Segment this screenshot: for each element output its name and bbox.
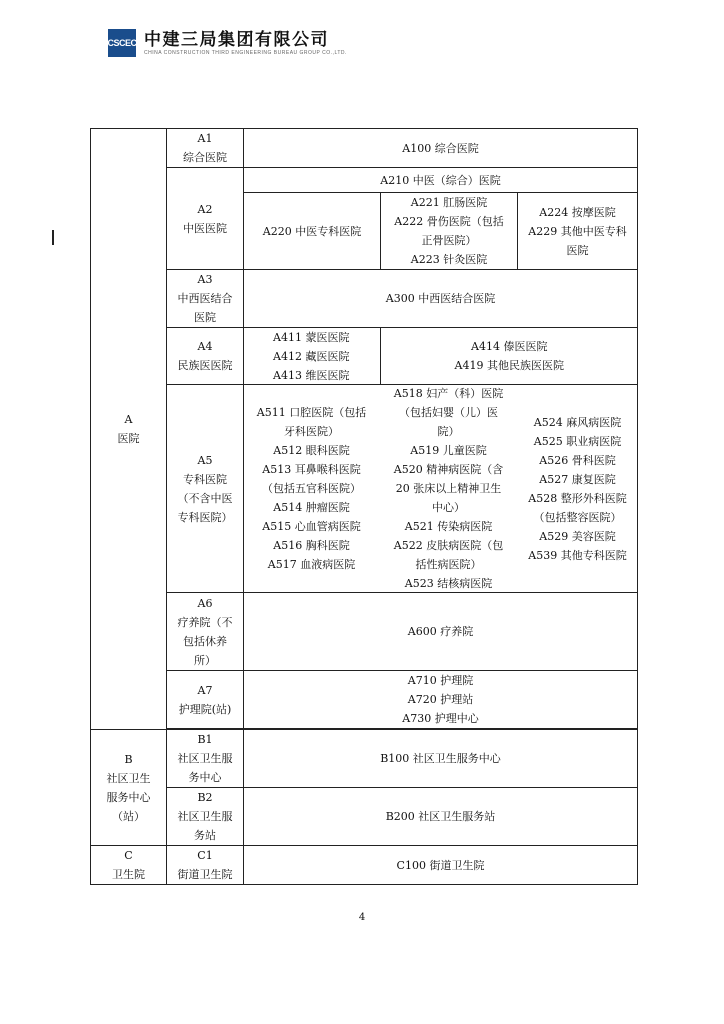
a220-cell: A220 中医专科医院 [244, 193, 381, 270]
a224-a229-cell: A224 按摩医院 A229 其他中医专科 医院 [518, 193, 638, 270]
a2-content-cell [244, 168, 638, 270]
c1-content-cell: C100 街道卫生院 [244, 846, 638, 885]
company-name-cn: 中建三局集团有限公司 [144, 29, 329, 50]
table-row [91, 270, 638, 328]
category-a-cell: A 医院 [91, 129, 167, 730]
a2-nested-table [243, 167, 638, 270]
subcategory-a5-cell: A5 专科医院 （不含中医 专科医院） [167, 385, 244, 593]
subcategory-a7-cell: A7 护理院(站) [167, 671, 244, 729]
a7-content-cell: A710 护理院 A720 护理站 A730 护理中心 [244, 671, 638, 729]
table-row [91, 328, 638, 385]
table-row [91, 671, 638, 729]
a4-nested-table [243, 327, 638, 385]
page-number: 4 [358, 912, 366, 923]
a5-content-cell [244, 385, 638, 593]
a414-a419-cell: A414 傣医医院 A419 其他民族医医院 [454, 340, 564, 372]
a4-content-cell [244, 328, 638, 385]
table-row [91, 385, 638, 593]
a5-nested-table [243, 384, 638, 593]
company-logo: CSCEC [108, 29, 136, 57]
letterhead [108, 26, 347, 60]
a511-a517-cell: A511 口腔医院（包括 牙科医院） A512 眼科医院 A513 耳鼻喉科医院 （包括五官科医院） A514 肿瘤医院 A515 心血管病医院 A516 胸科医院 A517 血液病医院 [256, 406, 367, 571]
subcategory-a4-cell: A4 民族医医院 [167, 328, 244, 385]
a3-content-cell: A300 中西医结合医院 [244, 270, 638, 328]
category-b-cell: B 社区卫生 服务中心 （站） [91, 730, 167, 846]
table-row [91, 788, 638, 846]
a411-a413-cell: A411 蒙医医院 A412 藏医医院 A413 维医医院 [243, 327, 380, 385]
subcategory-a6-cell: A6 疗养院（不 包括休养 所） [167, 593, 244, 671]
b1-content-cell: B100 社区卫生服务中心 [244, 730, 638, 788]
subcategory-b2-cell: B2 社区卫生服 务站 [167, 788, 244, 846]
subcategory-a3-cell: A3 中西医结合 医院 [167, 270, 244, 328]
a221-a223-cell: A221 肛肠医院 A222 骨伤医院（包括 正骨医院） A223 针灸医院 [381, 193, 518, 270]
company-name-block [144, 30, 347, 57]
table-row [91, 129, 638, 168]
a524-a539-cell: A524 麻风病医院 A525 职业病医院 A526 骨科医院 A527 康复医院 A528 整形外科医院 （包括整容医院） A529 美容医院 A539 其他专科医院 [528, 415, 627, 562]
a518-a523-cell: A518 妇产（科）医院 （包括妇婴（儿）医 院） A519 儿童医院 A520 精神病医院（含 20 张床以上精神卫生 中心） A521 传染病医院 A522 皮肤病医院（包 括性病医院） A523 结核病医院 [393, 387, 504, 590]
table-row [91, 168, 638, 270]
category-c-cell: C 卫生院 [91, 846, 167, 885]
a210-cell: A210 中医（综合）医院 [244, 168, 638, 193]
a6-content-cell: A600 疗养院 [244, 593, 638, 671]
company-name-en: CHINA CONSTRUCTION THIRD ENGINEERING BUREAU GROUP CO.,LTD. [144, 49, 347, 56]
b2-content-cell: B200 社区卫生服务站 [244, 788, 638, 846]
a1-content-cell: A100 综合医院 [244, 129, 638, 168]
subcategory-b1-cell: B1 社区卫生服 务中心 [167, 730, 244, 788]
table-row [91, 593, 638, 671]
table-row [91, 730, 638, 788]
hospital-classification-table [90, 128, 638, 885]
text-cursor [52, 230, 54, 245]
subcategory-a2-cell: A2 中医医院 [167, 168, 244, 270]
subcategory-c1-cell: C1 街道卫生院 [167, 846, 244, 885]
table-row [91, 846, 638, 885]
subcategory-a1-cell: A1 综合医院 [167, 129, 244, 168]
